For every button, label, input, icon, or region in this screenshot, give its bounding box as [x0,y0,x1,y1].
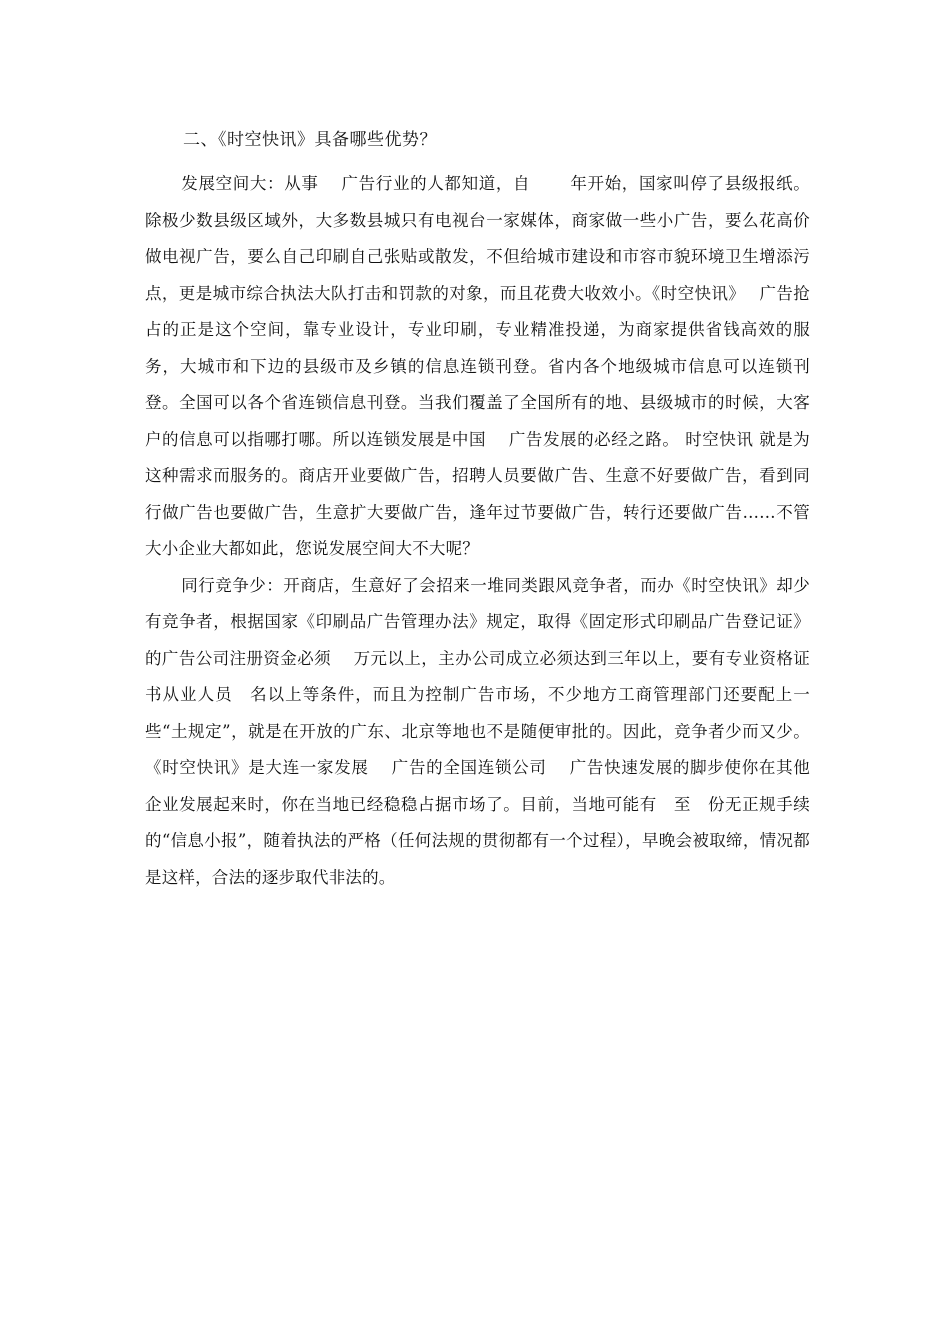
document-page [145,118,833,896]
section-heading: 二、《时空快讯》具备哪些优势？ [183,130,437,150]
paragraph-development-space: 发展空间大：从事 广告行业的人都知道，自 年开始，国家叫停了县级报纸。除极少数县级区域外，大多数县城只有电视台一家媒体，商家做一些小广告，要么花高价做电视广告，要么自己印刷自己张贴或散发，不但给城市建设和市容市貌环境卫生增添污点，更是城市综合执法大队打击和罚款的对象，而且花费大收效小。《时空快讯》 广告抢占的正是这个空间，靠专业设计，专业印刷，专业精准投递，为商家提供省钱高效的服务，大城市和下边的县级市及乡镇的信息连锁刊登。省内各个地级城市信息可以连锁刊登。全国可以各个省连锁信息刊登。当我们覆盖了全国所有的地、县级城市的时候，大客户的信息可以指哪打哪。所以连锁发展是中国 广告发展的必经之路。 时空快讯 就是为这种需求而服务的。商店开业要做广告，招聘人员要做广告、生意不好要做广告，看到同行做广告也要做广告，生意扩大要做广告，逢年过节要做广告，转行还要做广告……不管大小企业大都如此，您说发展空间大不大呢？ [145,174,810,558]
paragraph-competition: 同行竞争少：开商店，生意好了会招来一堆同类跟风竞争者，而办《时空快讯》却少有竞争者，根据国家《印刷品广告管理办法》规定，取得《固定形式印刷品广告登记证》的广告公司注册资金必须 万元以上，主办公司成立必须达到三年以上，要有专业资格证书从业人员 名以上等条件，而且为控制广告市场，不少地方工商管理部门还要配上一些“土规定”，就是在开放的广东、北京等地也不是随便审批的。因此，竞争者少而又少。《时空快讯》是大连一家发展 广告的全国连锁公司 广告快速发展的脚步使你在其他 企业发展起来时，你在当地已经稳稳占据市场了。目前，当地可能有 至 份无正规手续的“信息小报”，随着执法的严格（任何法规的贯彻都有一个过程），早晚会被取缔，情况都是这样，合法的逐步取代非法的。 [145,575,833,887]
